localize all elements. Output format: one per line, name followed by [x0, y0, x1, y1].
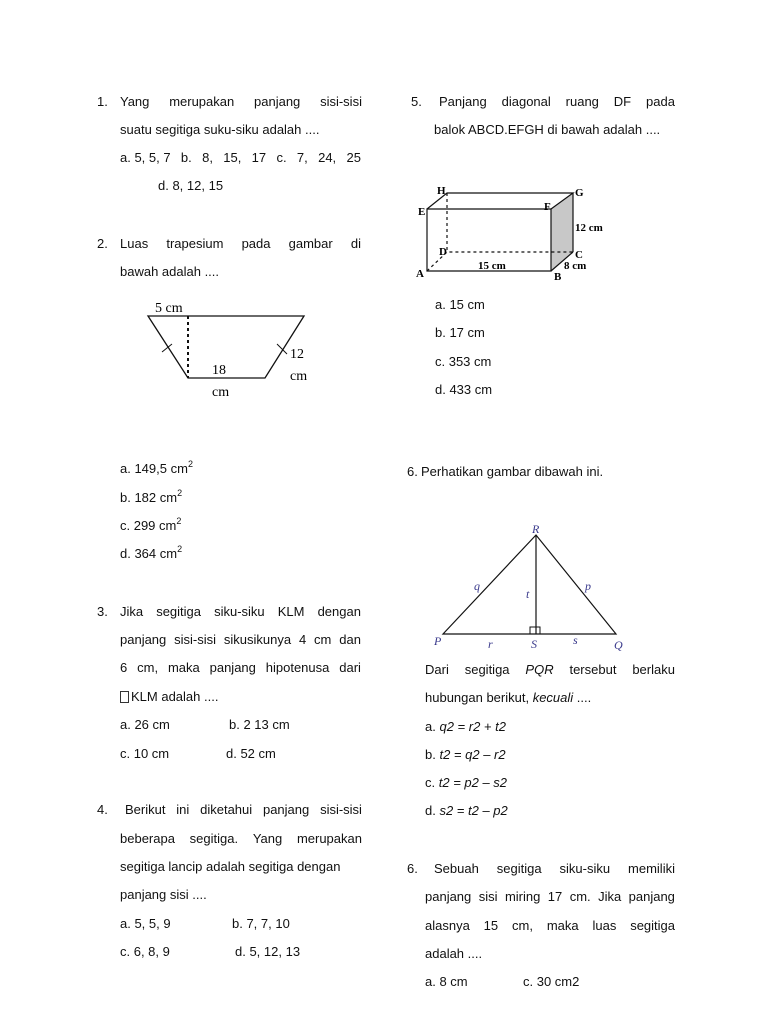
q5-line2: balok ABCD.EFGH di bawah adalah .... [434, 122, 661, 137]
side-length-number: 12 [290, 347, 304, 362]
q5-line1: Panjang diagonal ruang DF pada [439, 94, 675, 109]
q1-line1: Yang merupakan panjang sisi-sisi [120, 94, 362, 109]
q5-option-b: b. 17 cm [435, 325, 485, 340]
vertex-e: E [418, 206, 426, 218]
q3-line2: panjang sisi-sisi sikusikunya 4 cm dan [120, 632, 361, 647]
vertex-s: S [531, 637, 537, 651]
q1-options-line1: a. 5, 5, 7 b. 8, 15, 17 c. 7, 24, 25 [120, 150, 361, 165]
q1-number: 1. [97, 94, 108, 109]
vertex-g: G [575, 187, 584, 199]
q3-option-c: c. 10 cm [120, 746, 170, 761]
q3-line3: 6 cm, maka panjang hipotenusa dari [120, 660, 361, 675]
base-length-number: 18 [212, 363, 226, 378]
q6b-line3: alasnya 15 cm, maka luas segitiga [425, 918, 675, 933]
side-p: p [585, 579, 591, 593]
side-q: q [474, 579, 480, 593]
q6a-option-b: b. t2 = q2 – r2 [425, 747, 506, 762]
q2-option-c: c. 299 $cm^2$ [120, 515, 182, 533]
q6a-option-c: c. t2 = p2 – s2 [425, 775, 508, 790]
q6b-number: 6. [407, 861, 418, 876]
q4-option-d: d. 5, 12, 13 [235, 944, 301, 959]
vertex-p: P [434, 634, 442, 648]
q1-option-d: d. 8, 12, 15 [158, 178, 224, 193]
q6b-option-a: a. 8 cm [425, 974, 468, 989]
q3-number: 3. [97, 604, 108, 619]
altitude-label-t: t [526, 587, 530, 601]
q2-line2: bawah adalah .... [120, 264, 220, 279]
q6a-option-d: d. s2 = t2 – p2 [425, 803, 508, 818]
q3-option-d: d. 52 cm [226, 746, 276, 761]
q2-option-a: a. 149,5 $cm^2$ [120, 458, 193, 476]
q6b-line1: Sebuah segitiga siku-siku memiliki [434, 861, 675, 876]
q6a-line2: hubungan berikut, kecuali .... [425, 690, 592, 705]
q2-line1: Luas trapesium pada gambar di [120, 236, 361, 251]
q5-option-a: a. 15 cm [435, 297, 485, 312]
base-length-unit: cm [212, 385, 230, 400]
q6b-option-c: c. 30 cm2 [523, 974, 580, 989]
q2-option-b: b. 182 $cm^2$ [120, 487, 183, 505]
top-length-label: 5 cm [155, 301, 183, 316]
segment-r: r [488, 637, 493, 651]
q4-option-c: c. 6, 8, 9 [120, 944, 170, 959]
vertex-c: C [575, 249, 583, 261]
q6a-option-a: a. q2 = r2 + t2 [425, 719, 506, 734]
vertex-r: R [532, 522, 540, 536]
length-label: 15 cm [478, 260, 506, 272]
q4-option-a: a. 5, 5, 9 [120, 916, 171, 931]
q6a-number: 6. [407, 464, 418, 479]
q6a-line1: Dari segitiga PQR tersebut berlaku [425, 662, 675, 677]
q5-option-c: c. 353 cm [435, 354, 492, 369]
q4-line2: beberapa segitiga. Yang merupakan [120, 831, 362, 846]
vertex-a: A [416, 268, 424, 280]
segment-s: s [573, 633, 578, 647]
vertex-b: B [554, 271, 562, 283]
q4-line4: panjang sisi .... [120, 887, 207, 902]
q2-number: 2. [97, 236, 108, 251]
q5-option-d: d. 433 cm [435, 382, 493, 397]
side-length-unit: cm [290, 369, 308, 384]
q3-option-a: a. 26 cm [120, 717, 170, 732]
vertex-f: F [544, 201, 551, 213]
width-label: 8 cm [564, 260, 587, 272]
vertex-h: H [437, 185, 446, 197]
q6a-prompt: Perhatikan gambar dibawah ini. [421, 464, 604, 479]
q3-line1: Jika segitiga siku-siku KLM dengan [120, 604, 361, 619]
q3-line4: KLM adalah .... [131, 689, 219, 704]
q1-line2: suatu segitiga suku-siku adalah .... [120, 122, 320, 137]
vertex-d: D [439, 246, 447, 258]
q6b-line2: panjang sisi miring 17 cm. Jika panjang [425, 889, 675, 904]
q3-option-b: b. 2 13 cm [229, 717, 290, 732]
q2-option-d: d. 364 $cm^2$ [120, 543, 183, 561]
vertex-q: Q [614, 638, 623, 652]
height-label: 12 cm [575, 222, 603, 234]
q4-line1: Berikut ini diketahui panjang sisi-sisi [125, 802, 362, 817]
q5-number: 5. [411, 94, 422, 109]
q4-option-b: b. 7, 7, 10 [232, 916, 290, 931]
q4-number: 4. [97, 802, 108, 817]
q6b-line4: adalah .... [425, 946, 483, 961]
right-angle-marker [530, 627, 540, 634]
q4-line3: segitiga lancip adalah segitiga dengan [120, 859, 341, 874]
